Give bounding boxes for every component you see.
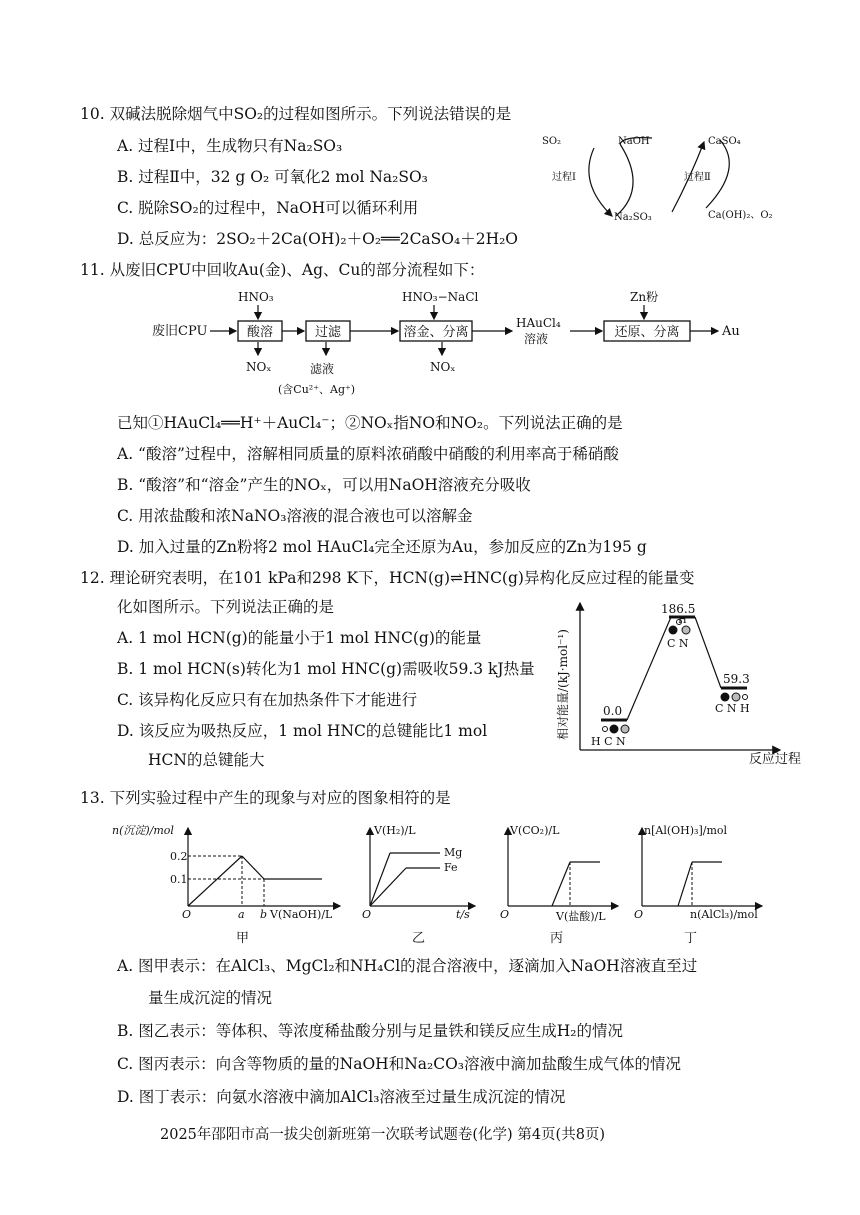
q12-stem-line1: 12. 理论研究表明，在101 kPa和298 K下，HCN(g)⇌HNC(g)异构化反应过程的能量变 — [80, 569, 695, 587]
q12-option-c: C. 该异构化反应只有在加热条件下才能进行 — [117, 691, 418, 709]
jia-origin: O — [182, 908, 192, 921]
jia-caption: 甲 — [236, 931, 250, 946]
yi-fe: Fe — [444, 861, 458, 874]
ding-xlabel: n(AlCl₃)/mol — [690, 908, 758, 921]
level-ts-label: 186.5 — [661, 602, 696, 616]
caso4-label: CaSO₄ — [708, 136, 741, 147]
q10-option-a: A. 过程Ⅰ中，生成物只有Na₂SO₃ — [117, 137, 343, 155]
ding-caption: 丁 — [684, 931, 698, 946]
jia-xb: b — [260, 908, 268, 921]
flow-product: Au — [722, 324, 740, 339]
yi-caption: 乙 — [412, 931, 426, 946]
q13-option-a: A. 图甲表示：在AlCl₃、MgCl₂和NH₄Cl的混合溶液中，逐滴加入NaOH溶液直至过 — [117, 957, 698, 975]
q10-option-b: B. 过程Ⅱ中，32 g O₂ 可氧化2 mol Na₂SO₃ — [117, 168, 428, 186]
process2-label: 过程Ⅱ — [684, 172, 711, 183]
energy-xlabel: 反应过程 — [749, 752, 802, 767]
q13-stem: 13. 下列实验过程中产生的现象与对应的图象相符的是 — [80, 789, 451, 807]
q11-option-b: B. “酸溶”和“溶金”产生的NOₓ，可以用NaOH溶液充分吸收 — [117, 476, 531, 494]
q13-option-d: D. 图丁表示：向氨水溶液中滴加AlCl₃溶液至过量生成沉淀的情况 — [117, 1088, 566, 1106]
q10-cycle-diagram — [538, 128, 798, 228]
q12-option-d-cont: HCN的总键能大 — [148, 751, 265, 769]
start-molecule-label: H C N — [591, 735, 626, 748]
q12-option-b: B. 1 mol HCN(s)转化为1 mol HNC(g)需吸收59.3 kJ热量 — [117, 660, 535, 678]
q12-energy-diagram — [555, 595, 805, 770]
flow-haucl4: HAuCl₄ — [516, 316, 561, 330]
q11-option-d: D. 加入过量的Zn粉将2 mol HAuCl₄完全还原为Au，参加反应的Zn为195 g — [117, 538, 647, 556]
bing-caption: 丙 — [550, 931, 564, 946]
q13-option-a-cont: 量生成沉淀的情况 — [148, 989, 273, 1007]
level-product-label: 59.3 — [723, 672, 750, 686]
process1-label: 过程Ⅰ — [552, 172, 576, 183]
q11-flowchart — [150, 285, 790, 405]
graph-ding — [632, 818, 792, 948]
ts-molecule-label: C N — [667, 637, 689, 650]
ding-origin: O — [634, 908, 644, 921]
yi-ylabel: V(H₂)/L — [374, 824, 416, 837]
end-molecule-label: C N H — [715, 702, 750, 715]
q12-stem-line2: 化如图所示。下列说法正确的是 — [117, 598, 335, 616]
jia-xa: a — [238, 908, 245, 921]
naoh-label: NaOH — [618, 136, 650, 147]
jia-xlabel: V(NaOH)/L — [270, 908, 333, 921]
flow-step2: 过滤 — [314, 325, 342, 340]
flow-nox2: NOₓ — [430, 360, 456, 374]
q11-option-a: A. “酸溶”过程中，溶解相同质量的原料浓硝酸中硝酸的利用率高于稀硝酸 — [117, 445, 619, 463]
flow-nox1: NOₓ — [246, 360, 272, 374]
flow-hno3-nacl: HNO₃−NaCl — [402, 290, 479, 304]
q11-known: 已知①HAuCl₄══H⁺＋AuCl₄⁻；②NOₓ指NO和NO₂。下列说法正确的是 — [117, 414, 623, 432]
flow-hno3: HNO₃ — [238, 290, 274, 304]
ts-h-label: H — [678, 615, 687, 626]
na2so3-label: Na₂SO₃ — [614, 212, 652, 223]
graph-jia — [110, 818, 340, 948]
yi-xlabel: t/s — [456, 908, 470, 921]
bing-xlabel: V(盐酸)/L — [556, 910, 606, 923]
q13-option-c: C. 图丙表示：向含等物质的量的NaOH和Na₂CO₃溶液中滴加盐酸生成气体的情况 — [117, 1055, 681, 1073]
q10-stem: 10. 双碱法脱除烟气中SO₂的过程如图所示。下列说法错误的是 — [80, 105, 512, 123]
q11-option-c: C. 用浓盐酸和浓NaNO₃溶液的混合液也可以溶解金 — [117, 507, 473, 525]
energy-ylabel: 相对能量/(kJ·mol⁻¹) — [556, 629, 570, 740]
flow-start: 废旧CPU — [152, 324, 208, 339]
ding-ylabel: n[Al(OH)₃]/mol — [644, 824, 728, 837]
q10-option-c: C. 脱除SO₂的过程中，NaOH可以循环利用 — [117, 199, 419, 217]
jia-ylabel: n(沉淀)/mol — [112, 824, 174, 837]
jia-y1: 0.2 — [170, 850, 188, 863]
flow-step1: 酸溶 — [246, 325, 274, 340]
flow-haucl4-solution: 溶液 — [524, 332, 549, 346]
graph-yi — [360, 818, 490, 948]
flow-zn: Zn粉 — [630, 290, 659, 304]
q12-option-a: A. 1 mol HCN(g)的能量小于1 mol HNC(g)的能量 — [117, 629, 482, 647]
q12-option-d: D. 该反应为吸热反应，1 mol HNC的总键能比1 mol — [117, 722, 488, 740]
bing-origin: O — [500, 908, 510, 921]
yi-mg: Mg — [444, 846, 463, 859]
level-0-label: 0.0 — [603, 704, 623, 718]
graph-bing — [498, 818, 638, 948]
yi-origin: O — [362, 908, 372, 921]
q13-option-b: B. 图乙表示：等体积、等浓度稀盐酸分别与足量铁和镁反应生成H₂的情况 — [117, 1022, 623, 1040]
flow-filtrate1: 滤液 — [310, 362, 335, 376]
jia-y2: 0.1 — [170, 873, 188, 886]
flow-step3: 溶金、分离 — [403, 325, 469, 340]
page-footer: 2025年邵阳市高一拔尖创新班第一次联考试题卷(化学) 第4页(共8页) — [160, 1127, 606, 1143]
bing-ylabel: V(CO₂)/L — [510, 824, 560, 837]
flow-step4: 还原、分离 — [614, 325, 680, 340]
flow-filtrate2: (含Cu²⁺、Ag⁺) — [278, 383, 356, 396]
caoh2-o2-label: Ca(OH)₂、O₂ — [708, 210, 773, 221]
q10-option-d: D. 总反应为：2SO₂＋2Ca(OH)₂＋O₂══2CaSO₄＋2H₂O — [117, 230, 519, 248]
q11-stem: 11. 从废旧CPU中回收Au(金)、Ag、Cu的部分流程如下： — [80, 261, 485, 279]
so2-label: SO₂ — [542, 136, 562, 147]
